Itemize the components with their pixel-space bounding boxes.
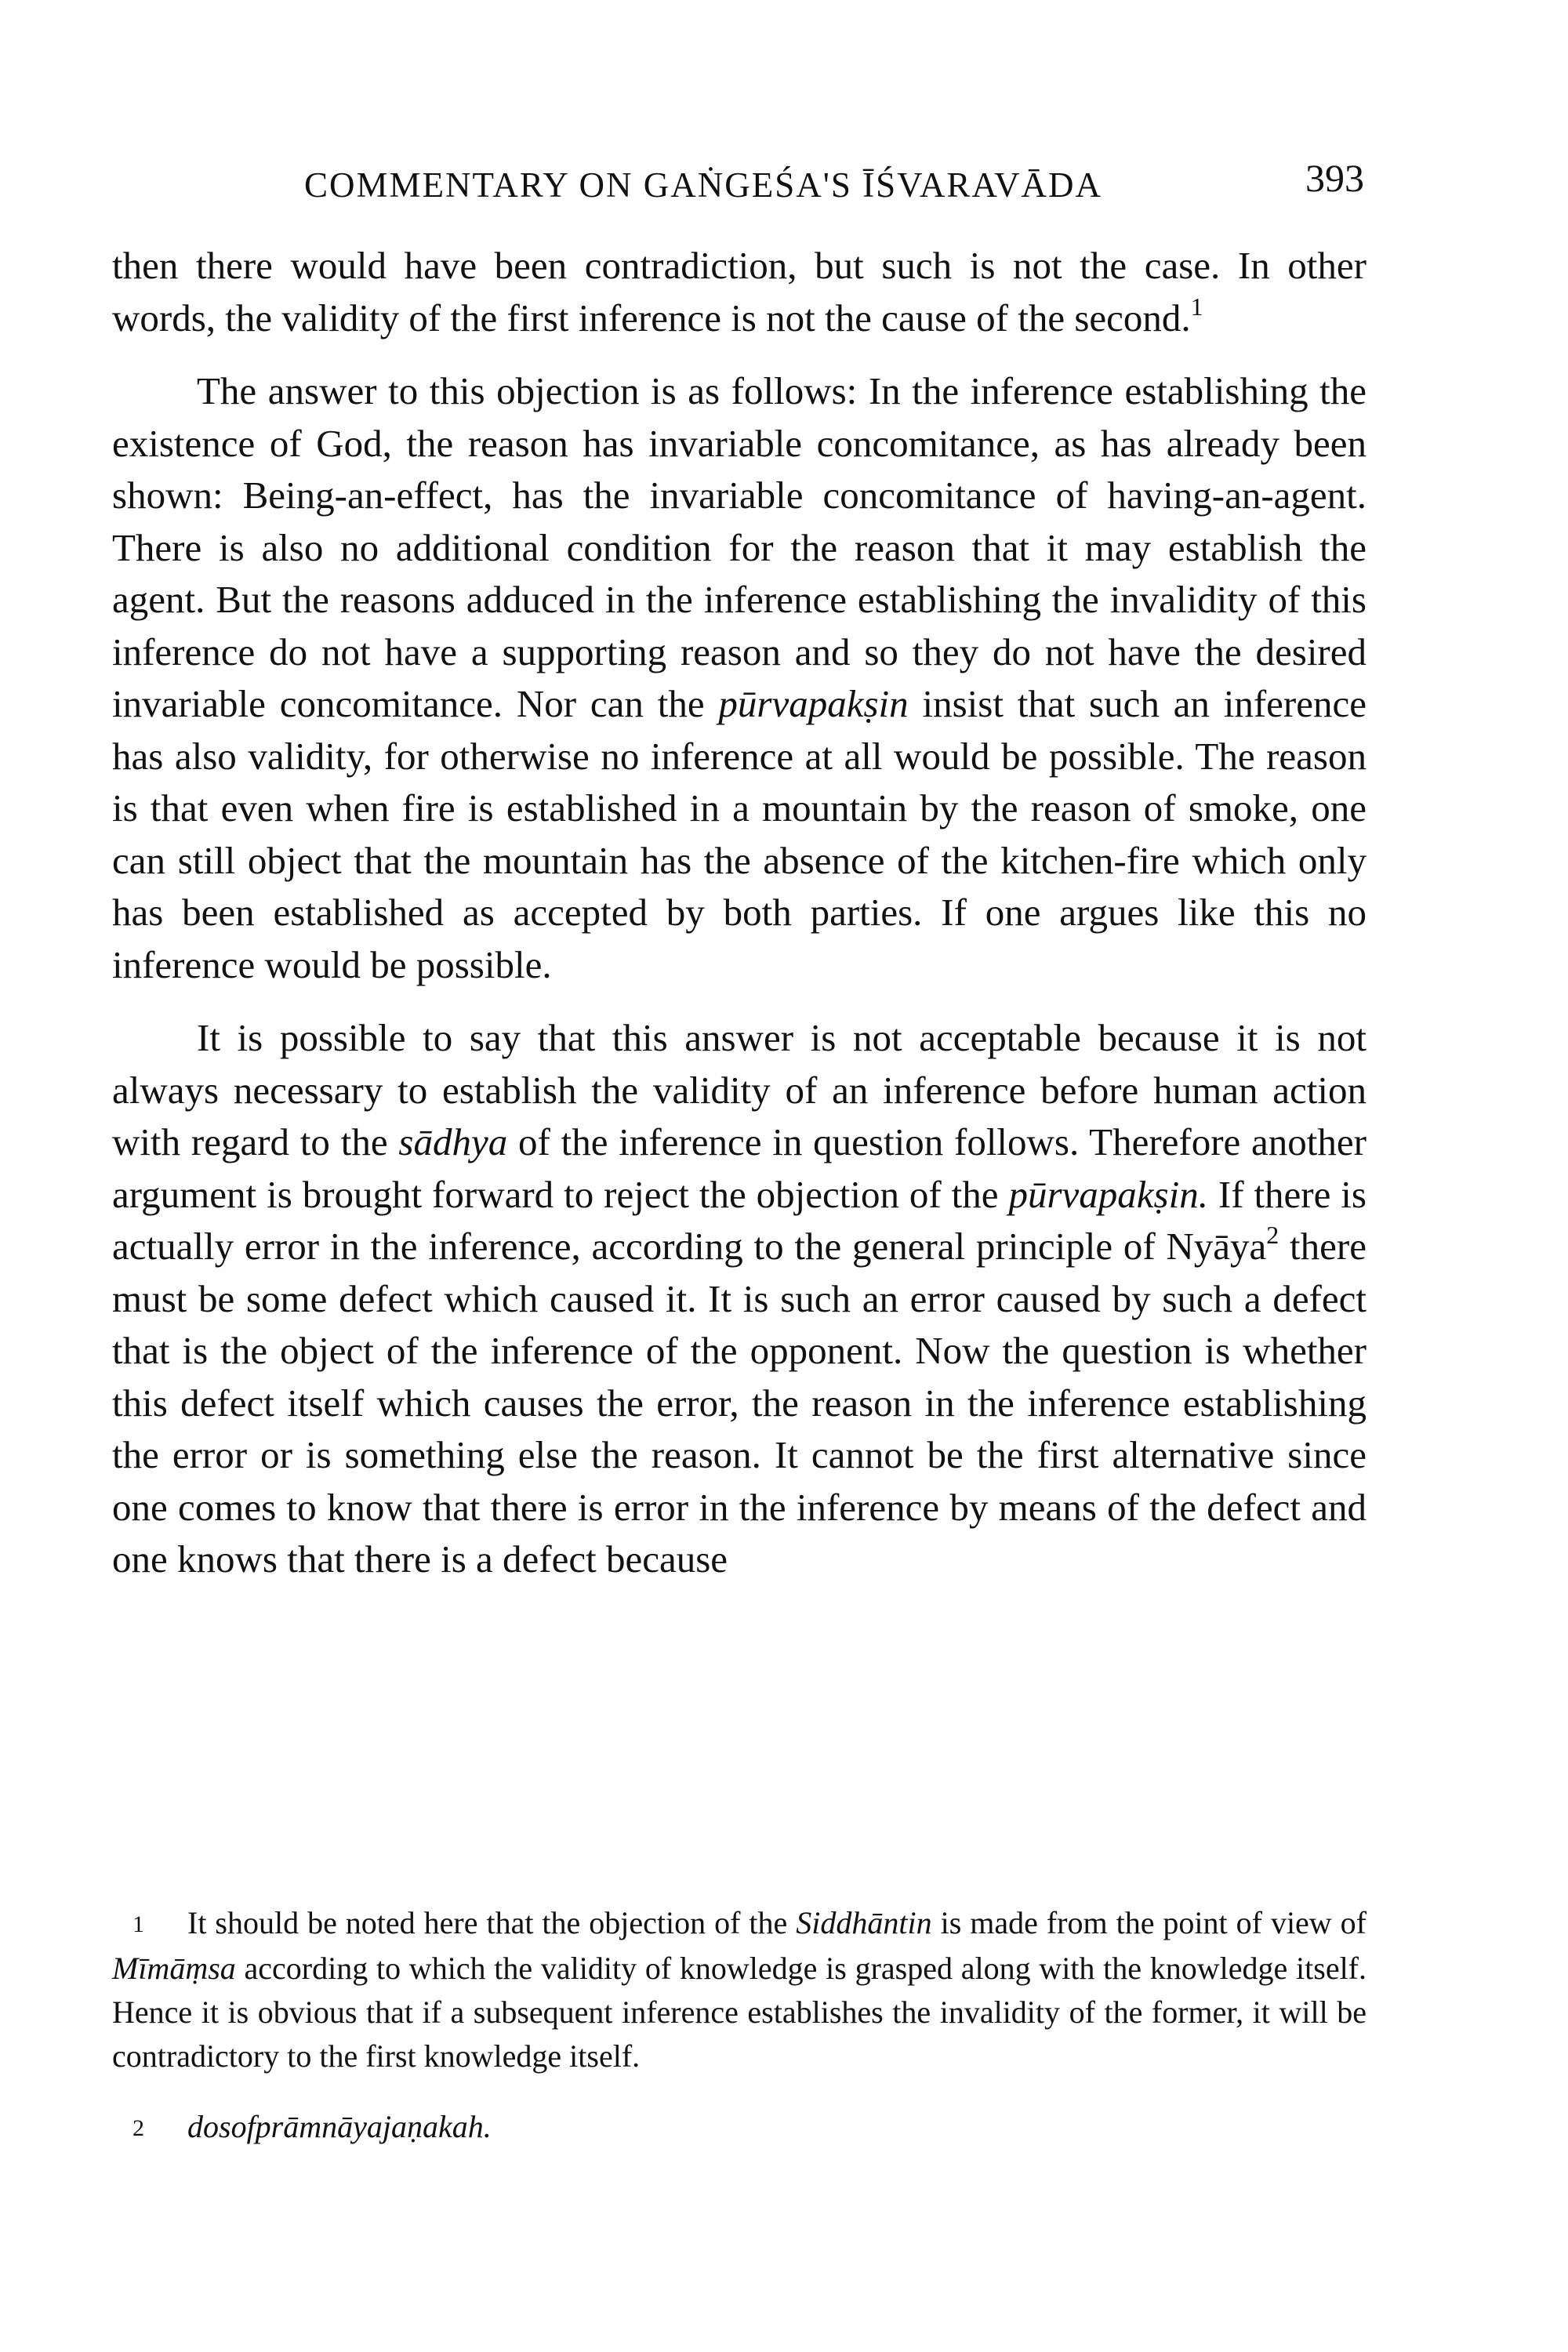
footnote-reference-2[interactable]: 2 <box>1266 1221 1279 1249</box>
footnotes <box>112 1901 1367 2151</box>
paragraph-2-text-b: insist that such an inference has also validity, for otherwise no inference at all would be possible. The reason is that even when fire is established in a mountain by the reason of smoke, one can still object that the mountain has the absence of the kitchen-fire which only has been established as accepted by both parties. If one argues like this no inference would be possible. <box>112 682 1367 986</box>
paragraph-3-text-c: If there is actually error in the inference, according to the general principle of Nyāya <box>112 1172 1367 1268</box>
footnote-reference-1[interactable]: 1 <box>1190 292 1203 321</box>
term-sadhya: sādhya <box>398 1120 508 1163</box>
running-head <box>304 155 1364 210</box>
footnote-1 <box>112 1901 1367 2078</box>
running-title: COMMENTARY ON GAṄGEŚA'S ĪŚVARAVĀDA <box>304 165 1103 205</box>
footnote-2-text: dosofprāmnāyajaṇakah. <box>187 2109 492 2144</box>
footnote-2-mark: 2 <box>132 2115 144 2141</box>
paragraph-2-text-a: The answer to this objection is as follows: In the inference establishing the existence of God, the reason has invariable concomitance, as has already been shown: Being-an-effect, has the invariable concomitance of having-an-agent. There is also no additional condition for the reason that it may establish the agent. But the reasons adduced in the inference establishing the invalidity of this inference do not have a supporting reason and so they do not have the desired invariable concomitance. Nor can the <box>112 369 1367 725</box>
footnote-1-text-c: according to which the validity of knowledge is grasped along with the knowledge itself. Hence it is obvious that if a subsequent inference establishes the invalidity of the former, it will be contradictory to the first knowledge itself. <box>112 1951 1367 2074</box>
paragraph-1 <box>112 240 1367 344</box>
footnote-1-mark: 1 <box>132 1911 144 1937</box>
term-purvapaksin-2: pūrvapakṣin. <box>1008 1172 1208 1216</box>
footnote-1-text-b: is made from the point of view of <box>931 1905 1367 1940</box>
paragraph-3-text-d: there must be some defect which caused it. It is such an error caused by such a defect that is the object of the inference of the opponent. Now the question is whether this defect itself which causes the error, the reason in the inference establishing the error or is something else the reason. It cannot be the first alternative since one comes to know that there is error in the inference by means of the defect and one knows that there is a defect because <box>112 1225 1367 1581</box>
term-mimamsa: Mīmāṃsa <box>112 1951 236 1986</box>
main-text <box>112 240 1367 1586</box>
paragraph-1-text: then there would have been contradiction, but such is not the case. In other words, the validity of the first inference is not the cause of the second. <box>112 244 1367 339</box>
paragraph-3-text-b: of the inference in question follows. Therefore another argument is brought forward to reject the objection of the <box>112 1120 1367 1216</box>
term-siddhantin: Siddhāntin <box>796 1905 932 1940</box>
page-number: 393 <box>1305 156 1364 200</box>
term-purvapaksin: pūrvapakṣin <box>718 682 909 725</box>
paragraph-3-text-a: It is possible to say that this answer is not acceptable because it is not always necessary to establish the validity of an inference before human action with regard to the <box>112 1016 1367 1163</box>
footnote-2 <box>112 2105 1367 2151</box>
paragraph-2 <box>112 365 1367 991</box>
footnote-1-text-a: It should be noted here that the objection of the <box>187 1905 797 1940</box>
paragraph-3 <box>112 1012 1367 1586</box>
